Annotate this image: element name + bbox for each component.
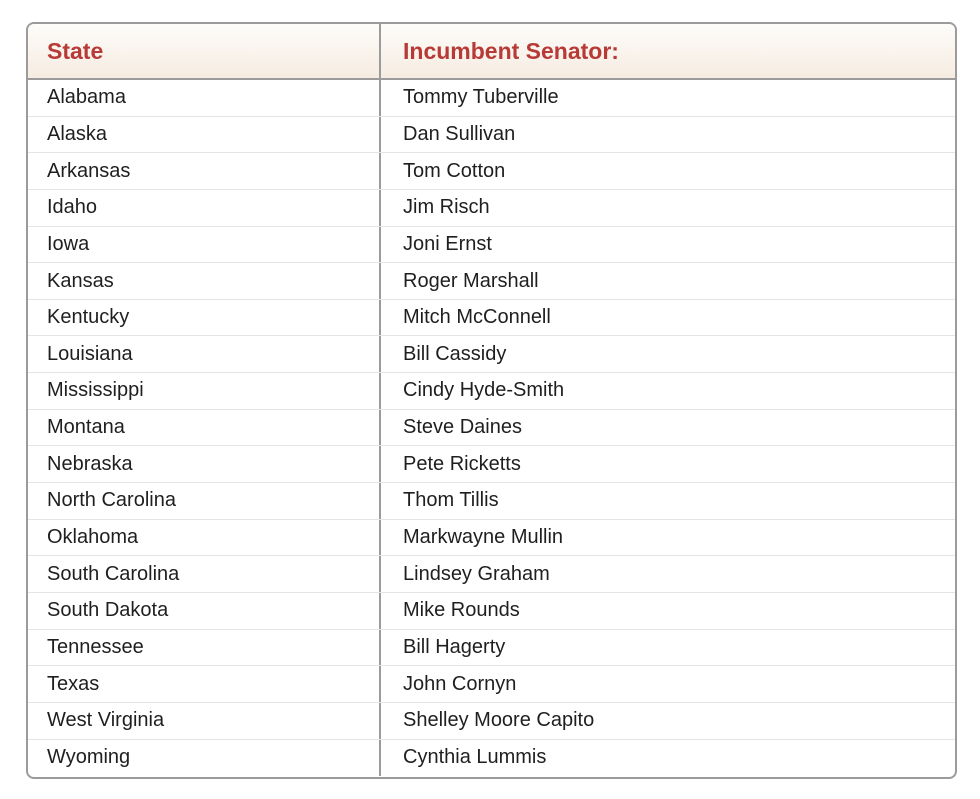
state-cell: Nebraska — [28, 446, 381, 482]
state-cell: Tennessee — [28, 630, 381, 666]
table-row — [28, 300, 955, 337]
senator-cell: Dan Sullivan — [403, 122, 516, 145]
table-row — [28, 446, 955, 483]
senator-cell: Mitch McConnell — [403, 306, 551, 329]
table-header — [28, 24, 955, 80]
table-row — [28, 373, 955, 410]
table-row — [28, 227, 955, 264]
senator-cell: Steve Daines — [403, 416, 522, 439]
table-row — [28, 630, 955, 667]
state-cell: Kansas — [28, 263, 381, 299]
senator-cell: Tommy Tuberville — [403, 86, 559, 109]
senator-cell: Bill Hagerty — [403, 635, 506, 658]
state-cell: Oklahoma — [28, 520, 381, 556]
table-row — [28, 483, 955, 520]
state-cell: Idaho — [28, 190, 381, 226]
table-row — [28, 190, 955, 227]
table-row — [28, 703, 955, 740]
table-row — [28, 520, 955, 557]
table-row — [28, 117, 955, 154]
table-row — [28, 153, 955, 190]
state-cell: Alabama — [28, 80, 381, 116]
state-cell: Alaska — [28, 117, 381, 153]
senator-cell: Thom Tillis — [403, 489, 499, 512]
state-cell: Louisiana — [28, 336, 381, 372]
table-row — [28, 740, 955, 777]
state-cell: South Dakota — [28, 593, 381, 629]
table-row — [28, 336, 955, 373]
state-cell: North Carolina — [28, 483, 381, 519]
state-cell: Texas — [28, 666, 381, 702]
senator-cell: Shelley Moore Capito — [403, 709, 595, 732]
senator-cell: Cindy Hyde-Smith — [403, 379, 565, 402]
state-cell: Iowa — [28, 227, 381, 263]
senators-table — [26, 22, 957, 779]
senator-cell: Joni Ernst — [403, 232, 492, 255]
senator-cell: Bill Cassidy — [403, 342, 507, 365]
state-cell: Arkansas — [28, 153, 381, 189]
senator-cell: Lindsey Graham — [403, 562, 550, 585]
table-row — [28, 593, 955, 630]
state-cell: Kentucky — [28, 300, 381, 336]
senator-cell: John Cornyn — [403, 672, 517, 695]
senator-cell: Jim Risch — [403, 196, 490, 219]
state-cell: Montana — [28, 410, 381, 446]
state-cell: West Virginia — [28, 703, 381, 739]
table-body — [28, 80, 955, 776]
senator-cell: Cynthia Lummis — [403, 746, 547, 769]
state-cell: Mississippi — [28, 373, 381, 409]
table-row — [28, 80, 955, 117]
senator-cell: Roger Marshall — [403, 269, 539, 292]
table-row — [28, 410, 955, 447]
state-cell: Wyoming — [28, 740, 381, 777]
state-cell: South Carolina — [28, 556, 381, 592]
table-row — [28, 263, 955, 300]
table-row — [28, 556, 955, 593]
table-row — [28, 666, 955, 703]
senator-cell: Markwayne Mullin — [403, 526, 564, 548]
senator-cell: Tom Cotton — [403, 159, 506, 182]
senator-cell: Pete Ricketts — [403, 452, 521, 475]
header-state: State — [28, 24, 381, 78]
senator-cell: Mike Rounds — [403, 599, 520, 622]
header-senator: Incumbent Senator: — [403, 37, 619, 64]
